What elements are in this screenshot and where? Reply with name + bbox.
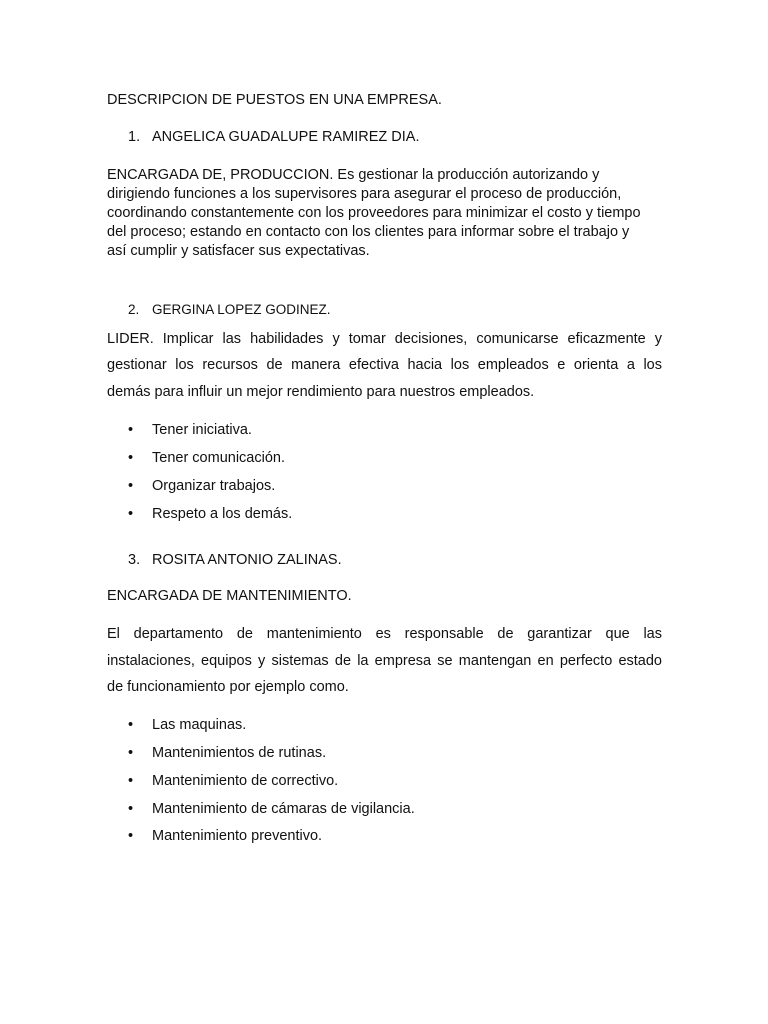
list-item: Mantenimiento de correctivo. (152, 773, 339, 789)
paragraph-line: instalaciones, equipos y sistemas de la empresa se mantengan en perfecto estado (107, 653, 662, 669)
employee-name: ANGELICA GUADALUPE RAMIREZ DIA. (152, 129, 420, 145)
paragraph-line: demás para influir un mejor rendimiento para nuestros empleados. (107, 384, 535, 400)
list-item: Mantenimiento preventivo. (152, 828, 323, 844)
list-item: Organizar trabajos. (152, 478, 276, 494)
bullet-icon: • (128, 828, 134, 844)
bullet-icon: • (128, 478, 134, 494)
list-item: Tener iniciativa. (152, 422, 252, 438)
bullet-icon: • (128, 745, 134, 761)
bullet-icon: • (128, 801, 134, 817)
paragraph-line: gestionar los recursos de manera efectiva hacia los empleados e orienta a los (107, 357, 662, 373)
bullet-icon: • (128, 450, 134, 466)
list-number: 1. (128, 129, 141, 145)
list-number: 3. (128, 552, 141, 568)
role-title: ENCARGADA DE MANTENIMIENTO. (107, 588, 352, 604)
bullet-icon: • (128, 506, 134, 522)
list-item: Tener comunicación. (152, 450, 285, 466)
list-item: Las maquinas. (152, 717, 247, 733)
list-item: Mantenimientos de rutinas. (152, 745, 327, 761)
employee-name: ROSITA ANTONIO ZALINAS. (152, 552, 342, 568)
employee-name: GERGINA LOPEZ GODINEZ. (152, 302, 331, 317)
paragraph-line: ENCARGADA DE, PRODUCCION. Es gestionar la producción autorizando y (107, 167, 600, 183)
list-item: Respeto a los demás. (152, 506, 293, 522)
paragraph-line: así cumplir y satisfacer sus expectativas. (107, 243, 370, 259)
paragraph-line: LIDER. Implicar las habilidades y tomar decisiones, comunicarse eficazmente y (107, 331, 662, 347)
paragraph-line: coordinando constantemente con los proveedores para minimizar el costo y tiempo (107, 205, 641, 221)
bullet-icon: • (128, 717, 134, 733)
list-item: Mantenimiento de cámaras de vigilancia. (152, 801, 415, 817)
paragraph-line: dirigiendo funciones a los supervisores para asegurar el proceso de producción, (107, 186, 622, 202)
bullet-icon: • (128, 773, 134, 789)
bullet-icon: • (128, 422, 134, 438)
paragraph-line: de funcionamiento por ejemplo como. (107, 679, 349, 695)
list-number: 2. (128, 302, 140, 317)
paragraph-line: del proceso; estando en contacto con los clientes para informar sobre el trabajo y (107, 224, 630, 240)
document-title: DESCRIPCION DE PUESTOS EN UNA EMPRESA. (107, 92, 442, 108)
paragraph-line: El departamento de mantenimiento es responsable de garantizar que las (107, 626, 662, 642)
